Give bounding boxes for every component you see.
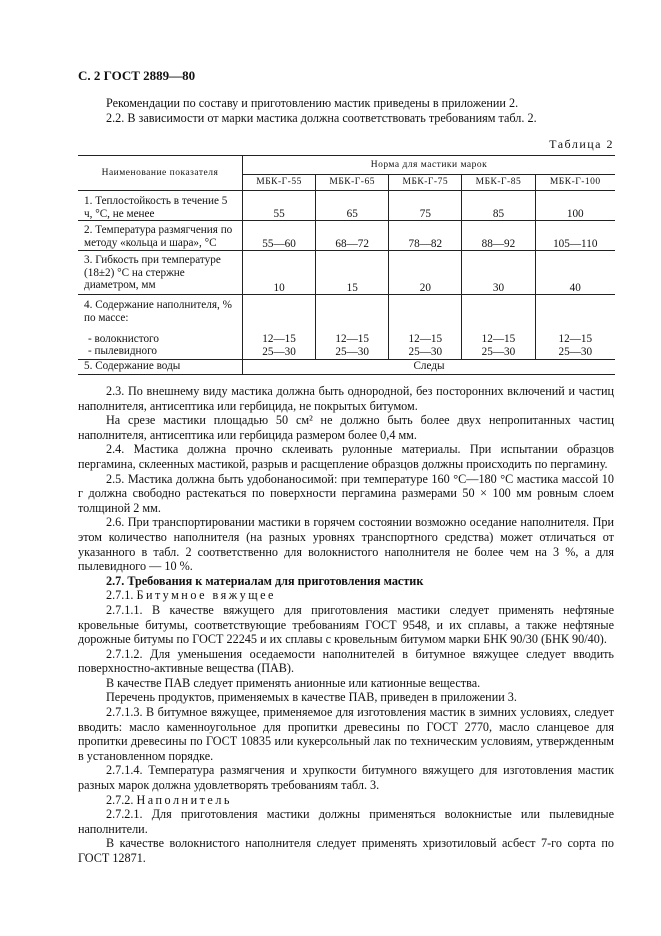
cell-value: 100 (535, 191, 615, 221)
cell-value: 12—15 (535, 333, 615, 346)
table-subrow (78, 345, 615, 359)
cell-value: 78—82 (389, 221, 462, 251)
intro-paragraph-2: 2.2. В зависимости от марки мастика должна соответствовать требованиям табл. 2. (106, 110, 537, 125)
paragraph-2-6: 2.6. При транспортировании мастики в горячем состоянии возможно оседание наполнителя. При этом количество наполнителя (на разных уровнях транспортного средства) может отличаться от указанного в табл. 2 соответственно для волокнистого наполнителя не более чем на 3 %, а для пылевидного — 10 %. (78, 515, 614, 574)
paragraph-2-7-1-2: 2.7.1.2. Для уменьшения оседаемости наполнителей в битумное вяжущее следует вводить поверхностно-активные вещества (ПАВ). (78, 646, 614, 676)
row-name: 4. Содержание наполнителя, % по массе: (78, 295, 243, 333)
table-row (78, 191, 615, 221)
cell-value: 15 (316, 251, 389, 295)
cell-value: 55—60 (243, 221, 316, 251)
cell-value: 65 (316, 191, 389, 221)
page-header: С. 2 ГОСТ 2889—80 (78, 68, 196, 83)
cell-value: 10 (243, 251, 316, 295)
cell-value: 55 (243, 191, 316, 221)
brand-header: МБК-Г-75 (389, 175, 462, 191)
cell-value: 12—15 (243, 333, 316, 346)
paragraph-2-7-2-1: 2.7.2.1. Для приготовления мастики должны применяться волокнистые или пылевидные наполнители. (78, 807, 614, 836)
section-2-7-heading: 2.7. Требования к материалам для приготовления мастик (106, 573, 424, 588)
cell-value: 12—15 (389, 333, 462, 346)
paragraph-2-5: 2.5. Мастика должна быть удобонаносимой: при температуре 160 °С—180 °С мастика массой 10 г должна свободно растекаться по поверхности пергамина размерами 50 × 100 мм ровным слоем толщиной 2 мм. (78, 471, 614, 515)
cell-value: 85 (462, 191, 535, 221)
cell-value: 25—30 (535, 345, 615, 359)
body-block (78, 384, 614, 866)
section-number: 2.7.1. (106, 588, 134, 603)
brand-header: МБК-Г-55 (243, 175, 316, 191)
table-caption: Таблица 2 (549, 137, 614, 151)
cell-value: 105—110 (535, 221, 615, 251)
table-subrow (78, 333, 615, 346)
cell-value: 25—30 (243, 345, 316, 359)
paragraph-2-7-1-3: 2.7.1.3. В битумное вяжущее, применяемое для изготовления мастик в зимних условиях, следует вводить: масло каменноугольное для пропитки древесины по ГОСТ 2770, масло сланцевое для пропитки древесины по ГОСТ 10835 или кукерсольный лак по техническим условиям, утвержденным в установленном порядке. (78, 705, 614, 763)
paragraph-2-7-2-1b: В качестве волокнистого наполнителя следует применять хризотиловый асбест 7-го сорта по ГОСТ 12871. (78, 836, 614, 865)
paragraph-2-7-1-2c: Перечень продуктов, применяемых в качестве ПАВ, приведен в приложении 3. (106, 690, 517, 705)
section-title: Наполнитель (136, 792, 232, 807)
intro-block (78, 96, 614, 125)
row-name: 2. Температура размягчения по методу «кольца и шара», °С (78, 221, 243, 251)
paragraph-2-3b: На срезе мастики площадью 50 см² не должно быть более двух непропитанных частиц наполнителя, антисептика или гербицида размером более 0,4 мм. (78, 413, 614, 442)
paragraph-2-7-1-4: 2.7.1.4. Температура размягчения и хрупкости битумного вяжущего для изготовления мастик разных марок должна удовлетворять требованиям табл. 3. (78, 763, 614, 793)
intro-paragraph-1: Рекомендации по составу и приготовлению мастик приведены в приложении 2. (106, 96, 519, 110)
row-name: 3. Гибкость при температуре (18±2) °С на стержне диаметром, мм (78, 251, 243, 295)
cell-value: 12—15 (462, 333, 535, 346)
cell-value: 68—72 (316, 221, 389, 251)
cell-value: 40 (535, 251, 615, 295)
cell-value: 25—30 (389, 345, 462, 359)
brand-header: МБК-Г-100 (535, 175, 615, 191)
section-2-7-2-heading (78, 793, 614, 808)
cell-value: 75 (389, 191, 462, 221)
table-row (78, 359, 615, 374)
norms-table (78, 155, 615, 375)
table-row (78, 295, 615, 333)
paragraph-2-7-1-1: 2.7.1.1. В качестве вяжущего для приготовления мастики следует применять нефтяные кровельные битумы, соответствующие требованиям ГОСТ 9548, и их сплавы, а также нефтяные дорожные битумы по ГОСТ 22245 и их сплавы с кровельным битумом марки БНК 90/30 (БНК 90/40). (78, 602, 614, 647)
paragraph-2-4: 2.4. Мастика должна прочно склеивать рулонные материалы. При испытании образцов пергамина, склеенных мастикой, разрыв и расщепление образцов должны происходить по пергамину. (78, 442, 614, 471)
cell-value: 30 (462, 251, 535, 295)
cell-value: 20 (389, 251, 462, 295)
column-header-group: Норма для мастики марок (243, 156, 616, 175)
section-2-7-1-heading (78, 588, 614, 603)
cell-value: 25—30 (316, 345, 389, 359)
cell-value: 25—30 (462, 345, 535, 359)
brand-header: МБК-Г-85 (462, 175, 535, 191)
cell-value-span: Следы (243, 359, 616, 374)
table-row (78, 221, 615, 251)
brand-header: МБК-Г-65 (316, 175, 389, 191)
paragraph-2-7-1-2b: В качестве ПАВ следует применять анионные или катионные вещества. (106, 675, 481, 690)
row-name: 1. Теплостойкость в течение 5 ч, °С, не менее (78, 191, 243, 221)
row-name: - пылевидного (78, 345, 243, 359)
paragraph-2-3: 2.3. По внешнему виду мастика должна быть однородной, без посторонних включений и частиц наполнителя, антисептика или гербицида, не покрытых битумом. (78, 384, 614, 413)
row-name: - волокнистого (78, 333, 243, 346)
cell-value: 12—15 (316, 333, 389, 346)
column-header-name: Наименование показателя (78, 156, 243, 191)
row-name: 5. Содержание воды (78, 359, 243, 374)
cell-value: 88—92 (462, 221, 535, 251)
section-number: 2.7.2. (106, 792, 134, 807)
table-row (78, 251, 615, 295)
section-title: Битумное вяжущее (136, 588, 276, 603)
